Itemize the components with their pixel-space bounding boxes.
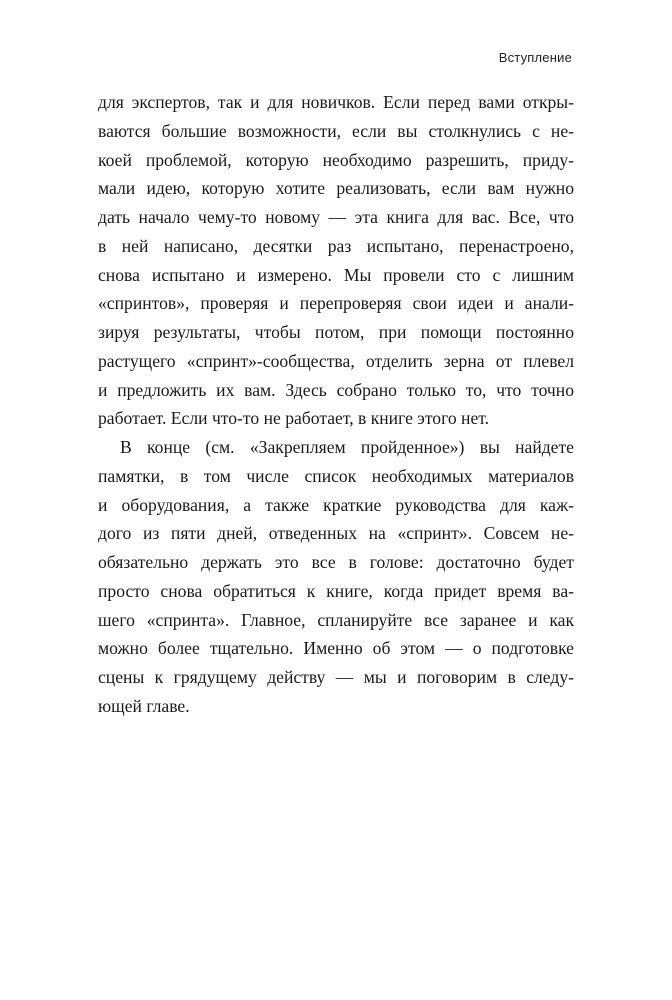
text-line: и оборудования, а также краткие руководства для каж- (98, 494, 574, 515)
text-line: обязательно держать это все в голове: достаточно будет (98, 552, 574, 572)
text-line: зируя результаты, чтобы потом, при помощи постоянно (98, 322, 574, 342)
running-head: Вступление (498, 50, 572, 65)
text-line: «спринтов», проверяя и перепроверяя свои идеи и анали- (98, 293, 574, 314)
text-line: и предложить их вам. Здесь собрано только то, что точно (98, 379, 574, 400)
paragraph-2 (98, 433, 574, 721)
text-line: просто снова обратиться к книге, когда придет время ва- (98, 580, 574, 601)
text-line: памятки, в том числе список необходимых материалов (98, 465, 574, 486)
text-line: ваются большие возможности, если вы столкнулись с не- (98, 120, 574, 141)
text-line: сцены к грядущему действу — мы и поговорим в следу- (98, 667, 574, 687)
text-line: ющей главе. (98, 695, 190, 716)
text-line: шего «спринта». Главное, спланируйте все заранее и как (98, 609, 574, 630)
text-line: снова испытано и измерено. Мы провели сто с лишним (98, 264, 574, 285)
text-line: растущего «спринт»-сообщества, отделить зерна от плевел (98, 350, 574, 371)
body-text (98, 88, 574, 721)
text-line: дать начало чему-то новому — эта книга для вас. Все, что (98, 207, 574, 227)
paragraph-1 (98, 88, 574, 433)
text-line: мали идею, которую хотите реализовать, если вам нужно (98, 178, 574, 199)
text-line: работает. Если что-то не работает, в книге этого нет. (98, 408, 490, 429)
text-line: коей проблемой, которую необходимо разрешить, приду- (98, 149, 574, 170)
text-line: можно более тщательно. Именно об этом — о подготовке (98, 638, 574, 659)
text-line: в ней написано, десятки раз испытано, перенастроено, (98, 235, 574, 256)
text-line: В конце (см. «Закрепляем пройденное») вы найдете (120, 437, 574, 457)
text-line: дого из пяти дней, отведенных на «спринт». Совсем не- (98, 523, 574, 544)
text-line: для экспертов, так и для новичков. Если перед вами откры- (98, 92, 574, 112)
